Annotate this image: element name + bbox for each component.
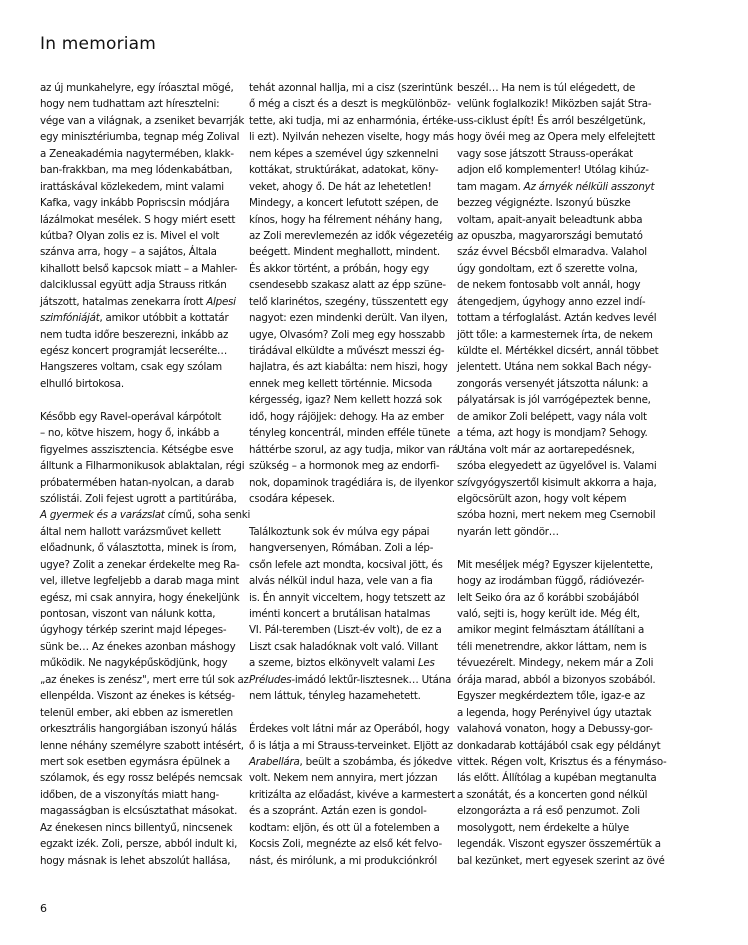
text-line: az opuszba, magyarországi bemutató xyxy=(457,229,643,242)
text-line: hogy másnak is lehet abszolút hallása, xyxy=(40,854,231,867)
text-line: előadnunk, ő választotta, minek is írom, xyxy=(40,542,237,555)
text-line: működik. Ne nagyképűsködjünk, hogy xyxy=(40,657,228,670)
text-line: voltam, apait-anyait beleadtunk abba xyxy=(457,213,643,226)
text-line: tottam a térfoglalást. Aztán kedves levél xyxy=(457,312,657,325)
text-line: kritizálta az előadást, kivéve a karmestert xyxy=(249,788,456,801)
text-line: zongorás versenyét játszotta nálunk: a xyxy=(457,377,649,390)
text-line: tirádával elküldte a művészt messzi ég- xyxy=(249,345,445,357)
text-line: tam magam. Az árnyék nélküli asszonyt xyxy=(457,180,655,193)
text-line: úgy gondoltam, ezt ő szerette volna, xyxy=(457,262,638,275)
text-line: legendák. Viszont egyszer összemértük a xyxy=(457,838,661,851)
text-line: adjon elő komplementer! Utólag kihúz- xyxy=(457,164,649,177)
text-line: Liszt csak haladóknak volt való. Villant xyxy=(249,640,438,653)
text-line: órája marad, abból a bizonyos szobából. xyxy=(457,673,656,686)
text-line: sünk be… Az énekes azonban máshogy xyxy=(40,640,236,653)
text-line: hogy az irodámban függő, rádióvezér- xyxy=(457,575,645,588)
text-line: – no, kötve hiszem, hogy ő, inkább a xyxy=(40,427,220,440)
text-line: hogy övéi meg az Opera mely elfelejtett xyxy=(457,131,656,144)
text-line: kútba? Olyan zolis ez is. Mivel el volt xyxy=(40,229,220,242)
text-line: velünk foglalkozik! Miközben saját Stra- xyxy=(457,98,652,111)
text-line: száz évvel Bécsből elmaradva. Valahol xyxy=(457,246,647,259)
text-line: bezzeg végignézte. Iszonyú büszke xyxy=(457,197,631,210)
text-line: szánva arra, hogy – a sajátos, Általa xyxy=(40,246,217,259)
text-line: Érdekes volt látni már az Operából, hogy xyxy=(249,723,450,736)
paragraph-gap xyxy=(457,540,653,556)
text-line: hajlatra, és azt kiabálta: nem hiszi, hogy xyxy=(249,361,448,374)
text-line: irattáskával közlekedem, mint valami xyxy=(40,180,224,193)
text-line: ellenpélda. Viszont az énekes is kétség- xyxy=(40,690,235,703)
text-line: nok, dopaminok tragédiára is, de ilyenkor xyxy=(249,476,454,489)
text-line: nagyot: ezen mindenki derült. Van ilyen, xyxy=(249,312,448,325)
text-line: ugye, Olvasóm? Zoli meg egy hosszabb xyxy=(249,328,445,341)
text-line: de amikor Zoli belépett, vagy nála volt xyxy=(457,410,647,423)
text-column-1 xyxy=(40,80,251,869)
text-line: háttérbe szorul, az agy tudja, mikor van rá xyxy=(249,443,459,456)
text-line: Mindegy, a koncert lefutott szépen, de xyxy=(249,197,439,210)
paragraph-gap xyxy=(40,392,235,408)
text-line: elhulló birtokosa. xyxy=(40,377,124,390)
text-line: magasságban is elcsúsztathat másokat. xyxy=(40,805,238,818)
text-line: Találkoztunk sok év múlva egy pápai xyxy=(249,525,430,538)
text-line: telenül ember, aki ebben az ismeretlen xyxy=(40,706,233,719)
text-line: hogy nem tudhattam azt híresztelni: xyxy=(40,98,220,111)
text-line: veket, ahogy ő. De hát az lehetetlen! xyxy=(249,180,432,193)
text-line: nem láttuk, tényleg hazamehetett. xyxy=(249,690,421,703)
text-line: Kafka, vagy inkább Popriscsin módjára xyxy=(40,197,230,210)
text-line: lelt Seiko óra az ő korábbi szobájából xyxy=(457,591,639,604)
text-line: tette, aki tudja, mi az enharmónia, értéke- xyxy=(249,114,457,127)
text-line: szívgyógyszertől kisimult akkorra a haja, xyxy=(457,476,657,489)
text-line: szóba elegyedett az ügyelővel is. Valami xyxy=(457,460,657,473)
text-line: a szonátát, és a koncerten gond nélkül xyxy=(457,788,648,801)
text-line: játszott, hatalmas zenekarra írott Alpesi xyxy=(40,295,236,308)
text-line: által nem hallott varázsművet kellett xyxy=(40,525,221,538)
text-line: küldte el. Mértékkel dicsért, annál többet xyxy=(457,345,659,357)
text-line: az Zoli merevlemezén az idők végezetéig xyxy=(249,229,454,242)
text-line: nem képes a szemével úgy szkennelni xyxy=(249,147,439,160)
text-line: figyelmes asszisztencia. Kétségbe esve xyxy=(40,443,234,456)
text-line: bal kezünket, mert egyesek szerint az övé xyxy=(457,854,665,867)
text-line: telő klarinétos, szegény, tüsszentett egy xyxy=(249,295,449,308)
paragraph-gap xyxy=(249,705,443,721)
text-line: szólistái. Zoli fejest ugrott a partitúrába, xyxy=(40,492,237,505)
text-line: téli menetrendre, akkor láttam, nem is xyxy=(457,640,647,653)
text-line: kottákat, struktúrákat, adatokat, köny- xyxy=(249,164,439,177)
text-line: a téma, azt hogy is mondjam? Sehogy. xyxy=(457,427,648,440)
text-line: hangversenyen, Rómában. Zoli a lép- xyxy=(249,542,434,555)
text-line: orkesztrális hangorgiában iszonyú hálás xyxy=(40,723,237,736)
text-line: csendesebb szakasz alatt az épp szüne- xyxy=(249,279,446,292)
text-line: idő, hogy rájöjjek: dehogy. Ha az ember xyxy=(249,410,444,423)
text-line: lázálmokat mesélek. S hogy miért esett xyxy=(40,213,236,226)
text-line: időben, de a viszonyítás miatt hang- xyxy=(40,788,220,801)
text-line: való, sejti is, hogy került ide. Még élt, xyxy=(457,608,640,620)
text-line: Hangszeres voltam, csak egy szólam xyxy=(40,361,222,374)
text-line: és a szopránt. Aztán ezen is gondol- xyxy=(249,805,427,818)
page-number: 6 xyxy=(40,902,47,915)
section-title: In memoriam xyxy=(40,34,157,54)
text-line: jelentett. Utána nem sokkal Bach négy- xyxy=(457,361,652,374)
text-line: csodára képesek. xyxy=(249,492,335,505)
text-line: vel, illetve legfeljebb a darab maga mint xyxy=(40,575,240,588)
text-line: elgöcsörült azon, hogy volt képem xyxy=(457,492,627,505)
text-line: beszél… Ha nem is túl elégedett, de xyxy=(457,82,636,94)
text-line: dalciklussal együtt adja Strauss ritkán xyxy=(40,279,227,292)
text-line: uss-ciklust épít! És arról beszélgetünk, xyxy=(457,114,646,127)
text-line: amikor megint felmásztam átállítani a xyxy=(457,624,645,637)
text-line: pályatársak is jól varrógépeztek benne, xyxy=(457,394,651,407)
text-line: a szeme, biztos elkönyvelt valami Les xyxy=(249,657,435,670)
text-line: volt. Nekem nem annyira, mert józzan xyxy=(249,772,438,785)
text-line: lenne néhány személyre szabott intésért, xyxy=(40,739,244,752)
text-column-2 xyxy=(249,80,459,869)
text-line: szükség – a hormonok meg az endorfi- xyxy=(249,460,440,473)
text-line: nyarán lett göndör… xyxy=(457,525,559,538)
text-line: VI. Pál-teremben (Liszt-év volt), de ez a xyxy=(249,624,442,637)
text-line: valahová vonaton, hogy a Debussy-gor- xyxy=(457,723,653,736)
text-line: nást, és mirólunk, a mi produkciónkról xyxy=(249,854,437,867)
paragraph-gap xyxy=(249,507,443,523)
text-line: kodtam: eljön, és ott ül a fotelemben a xyxy=(249,821,440,834)
text-line: tehát azonnal hallja, mi a cisz (szerintünk xyxy=(249,82,453,94)
text-line: A gyermek és a varázslat című, soha senki xyxy=(40,509,251,522)
text-line: vagy sose játszott Strauss-operákat xyxy=(457,147,633,160)
text-line: szólamok, és egy rossz belépés nemcsak xyxy=(40,772,243,785)
text-line: a legenda, hogy Perényivel úgy utaztak xyxy=(457,706,652,719)
text-line: álltunk a Filharmonikusok ablaktalan, régi xyxy=(40,460,245,473)
text-line: Utána volt már az aortarepedésnek, xyxy=(457,443,635,456)
text-line: ban-frakkban, ma meg lódenkabátban, xyxy=(40,164,233,177)
text-line: Arabellára, beült a szobámba, és jókedve xyxy=(249,755,453,768)
text-line: Kocsis Zoli, megnézte az első két felvo- xyxy=(249,838,442,851)
text-line: alvás nélkül indul haza, vele van a fia xyxy=(249,575,433,588)
text-line: szimfóniáját, amikor utóbbit a kottatár xyxy=(40,312,229,325)
text-line: úgyhogy térkép szerint majd lépeges- xyxy=(40,624,227,637)
text-line: egzakt izék. Zoli, persze, abból indult ki, xyxy=(40,838,238,851)
text-line: Az énekesen nincs billentyű, nincsenek xyxy=(40,821,233,834)
text-line: Mit meséljek még? Egyszer kijelentette, xyxy=(457,558,653,571)
text-line: de nekem fontosabb volt annál, hogy xyxy=(457,279,641,292)
text-line: ennek meg kellett történnie. Micsoda xyxy=(249,377,433,390)
text-line: lás előtt. Állítólag a kupéban megtanulta xyxy=(457,772,657,785)
text-line: próbatermében hatan-nyolcan, a darab xyxy=(40,476,234,489)
text-line: az új munkahelyre, egy íróasztal mögé, xyxy=(40,82,234,94)
text-line: beégett. Mindent meghallott, mindent. xyxy=(249,246,440,259)
text-line: jött tőle: a karmesternek írta, de nekem xyxy=(457,328,653,341)
text-line: kínos, hogy ha félrement néhány hang, xyxy=(249,213,443,226)
text-line: li ezt). Nyilván nehezen viselte, hogy más xyxy=(249,131,454,144)
text-line: egész, mi csak annyira, hogy énekeljünk xyxy=(40,591,240,604)
text-line: kihallott belső kapcsok miatt – a Mahler- xyxy=(40,262,238,275)
text-line: szóba hozni, mert nekem meg Csernobil xyxy=(457,509,656,522)
text-line: És akkor történt, a próbán, hogy egy xyxy=(249,262,429,275)
text-line: Később egy Ravel-operával kárpótolt xyxy=(40,410,222,423)
text-line: pontosan, viszont van nálunk kotta, xyxy=(40,608,216,620)
text-line: tényleg koncentrál, minden efféle tünete xyxy=(249,427,451,440)
text-line: Egyszer megkérdeztem tőle, igaz-e az xyxy=(457,690,645,703)
text-line: mert sok esetben egymásra épülnek a xyxy=(40,755,230,768)
text-line: kérgesség, igaz? Nem kellett hozzá sok xyxy=(249,394,442,407)
text-line: donkadarab kottájából csak egy példányt xyxy=(457,739,661,752)
text-line: vittek. Régen volt, Krisztus és a fénymáso- xyxy=(457,755,667,768)
text-line: csőn lefele azt mondta, kocsival jött, és xyxy=(249,558,443,571)
text-line: is. Én annyit vicceltem, hogy tetszett az xyxy=(249,591,446,604)
text-line: iménti koncert a brutálisan hatalmas xyxy=(249,608,431,620)
text-line: Préludes-imádó lektűr-lisztesnek… Utána xyxy=(249,673,452,686)
text-line: ő is látja a mi Strauss-terveinket. Eljött az xyxy=(249,739,453,752)
text-line: elzongorázta a rá eső penzumot. Zoli xyxy=(457,805,640,818)
text-line: „az énekes is zenész", mert erre túl sok az xyxy=(40,673,249,686)
text-line: a Zeneakadémia nagytermében, klakk- xyxy=(40,147,234,160)
text-line: egy minisztériumba, tegnap még Zolival xyxy=(40,131,240,144)
text-line: tévuezérelt. Mindegy, nekem már a Zoli xyxy=(457,657,654,670)
text-line: egész koncert programját lecserélte… xyxy=(40,345,228,357)
text-line: mosolygott, nem érdekelte a hülye xyxy=(457,821,629,834)
text-line: nem tudta időre beszerezni, inkább az xyxy=(40,328,229,341)
text-line: vége van a világnak, a zseniket bevarrják xyxy=(40,114,245,127)
text-line: ugye? Zolit a zenekar érdekelte meg Ra- xyxy=(40,558,240,571)
text-column-3 xyxy=(457,80,667,869)
text-line: átengedjem, úgyhogy anno ezzel indí- xyxy=(457,295,646,308)
text-line: ő még a ciszt és a deszt is megkülönböz- xyxy=(249,98,451,111)
